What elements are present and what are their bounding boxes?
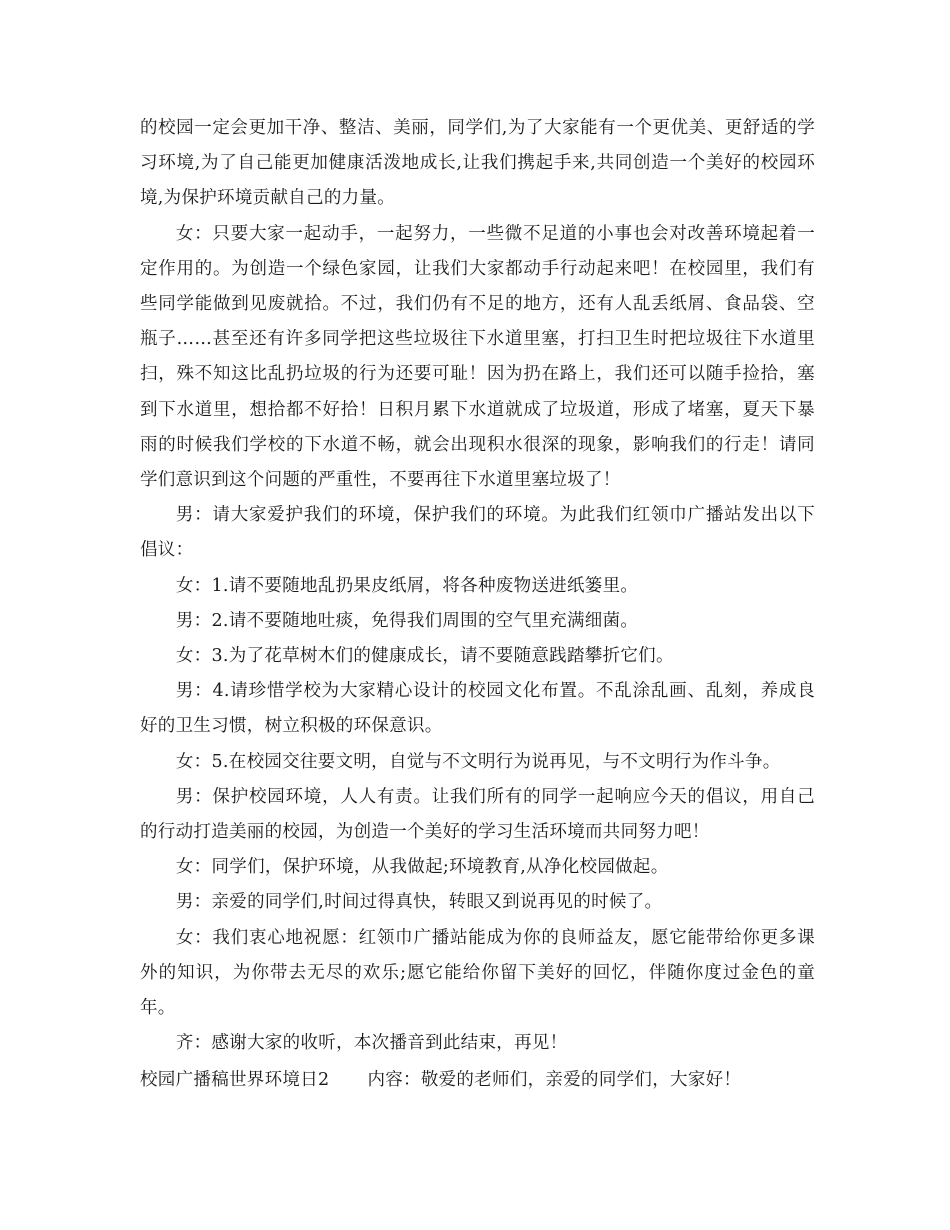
paragraph-male-responsibility: 男：保护校园环境，人人有责。让我们所有的同学一起响应今天的倡议，用自己的行动打造美丽的校园，为创造一个美好的学习生活环境而共同努力吧！ bbox=[140, 786, 815, 843]
paragraph-proposal-3: 女：3.为了花草树木们的健康成长，请不要随意践踏攀折它们。 bbox=[175, 646, 674, 667]
next-article-title: 校园广播稿世界环境日2 bbox=[140, 1070, 330, 1090]
paragraph-together-closing: 齐：感谢大家的收听，本次播音到此结束，再见！ bbox=[175, 1033, 568, 1054]
paragraph-proposal-1: 女：1.请不要随地乱扔果皮纸屑，将各种废物送进纸篓里。 bbox=[175, 575, 639, 596]
paragraph-male-proposal: 男：请大家爱护我们的环境，保护我们的环境。为此我们红领巾广播站发出以下倡议： bbox=[140, 505, 815, 561]
paragraph-proposal-5: 女：5.在校园交往要文明，自觉与不文明行为说再见，与不文明行为作斗争。 bbox=[175, 751, 781, 772]
paragraph-male-farewell: 男：亲爱的同学们,时间过得真快，转眼又到说再见的时候了。 bbox=[175, 892, 663, 913]
next-article-content: 内容：敬爱的老师们，亲爱的同学们，大家好！ bbox=[367, 1070, 742, 1090]
paragraph-female-drain: 女：只要大家一起动手，一起努力，一些微不足道的小事也会对改善环境起着一定作用的。为创造一个绿色家园，让我们大家都动手行动起来吧！在校园里，我们有些同学能做到见废就拾。不过，我们仍有不足的地方，还有人乱丢纸屑、食品袋、空瓶子……甚至还有许多同学把这些垃圾往下水道里塞，打扫卫生时把垃圾往下水道里扫，殊不知这比乱扔垃圾的行为还要可耻！因为扔在路上，我们还可以随手捡拾，塞到下水道里，想拾都不好拾！日积月累下水道就成了垃圾道，形成了堵塞，夏天下暴雨的时候我们学校的下水道不畅，就会出现积水很深的现象，影响我们的行走！请同学们意识到这个问题的严重性，不要再往下水道里塞垃圾了！ bbox=[140, 223, 815, 491]
document-body bbox=[140, 111, 815, 1061]
paragraph-proposal-4: 男：4.请珍惜学校为大家精心设计的校园文化布置。不乱涂乱画、乱刻，养成良好的卫生习惯，树立积极的环保意识。 bbox=[140, 681, 815, 737]
paragraph-continuation: 的校园一定会更加干净、整洁、美丽，同学们,为了大家能有一个更优美、更舒适的学习环境,为了自己能更加健康活泼地成长,让我们携起手来,共同创造一个美好的校园环境,为保护环境贡献自己的力量。 bbox=[140, 118, 815, 209]
paragraph-female-wishes: 女：我们衷心地祝愿：红领巾广播站能成为你的良师益友，愿它能带给你更多课外的知识，为你带去无尽的欢乐;愿它能给你留下美好的回忆，伴随你度过金色的童年。 bbox=[140, 927, 815, 1019]
paragraph-proposal-2: 男：2.请不要随地吐痰，免得我们周围的空气里充满细菌。 bbox=[175, 610, 639, 631]
next-article-line bbox=[140, 1063, 840, 1098]
paragraph-female-slogan: 女：同学们，保护环境，从我做起;环境教育,从净化校园做起。 bbox=[175, 857, 669, 878]
